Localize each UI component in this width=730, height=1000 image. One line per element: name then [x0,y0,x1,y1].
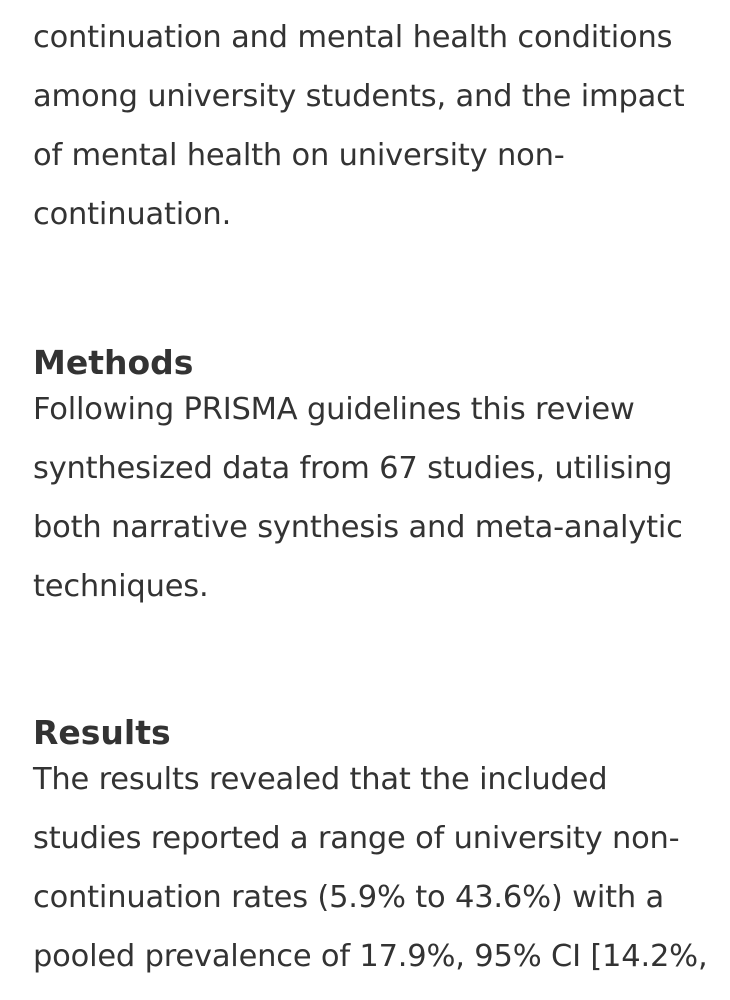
paragraph-line: synthesized data from 67 studies, utilising [33,451,673,486]
intro-paragraph [33,8,684,244]
paragraph-line: both narrative synthesis and meta-analytic [33,510,683,545]
paragraph-line: continuation. [33,197,232,232]
paragraph-line: techniques. [33,569,209,604]
paragraph-line: pooled prevalence of 17.9%, 95% CI [14.2%, [33,939,708,974]
methods-heading: Methods [33,343,194,383]
paragraph-line: studies reported a range of university non- [33,821,680,856]
results-heading: Results [33,713,171,753]
methods-paragraph [33,380,683,616]
results-paragraph [33,750,707,986]
paragraph-line: Following PRISMA guidelines this review [33,392,635,427]
paragraph-line: The results revealed that the included [33,762,608,797]
paragraph-line: of mental health on university non- [33,138,565,173]
paragraph-line: continuation rates (5.9% to 43.6%) with a [33,880,664,915]
paragraph-line: among university students, and the impact [33,79,685,114]
paragraph-line: continuation and mental health conditions [33,20,673,55]
